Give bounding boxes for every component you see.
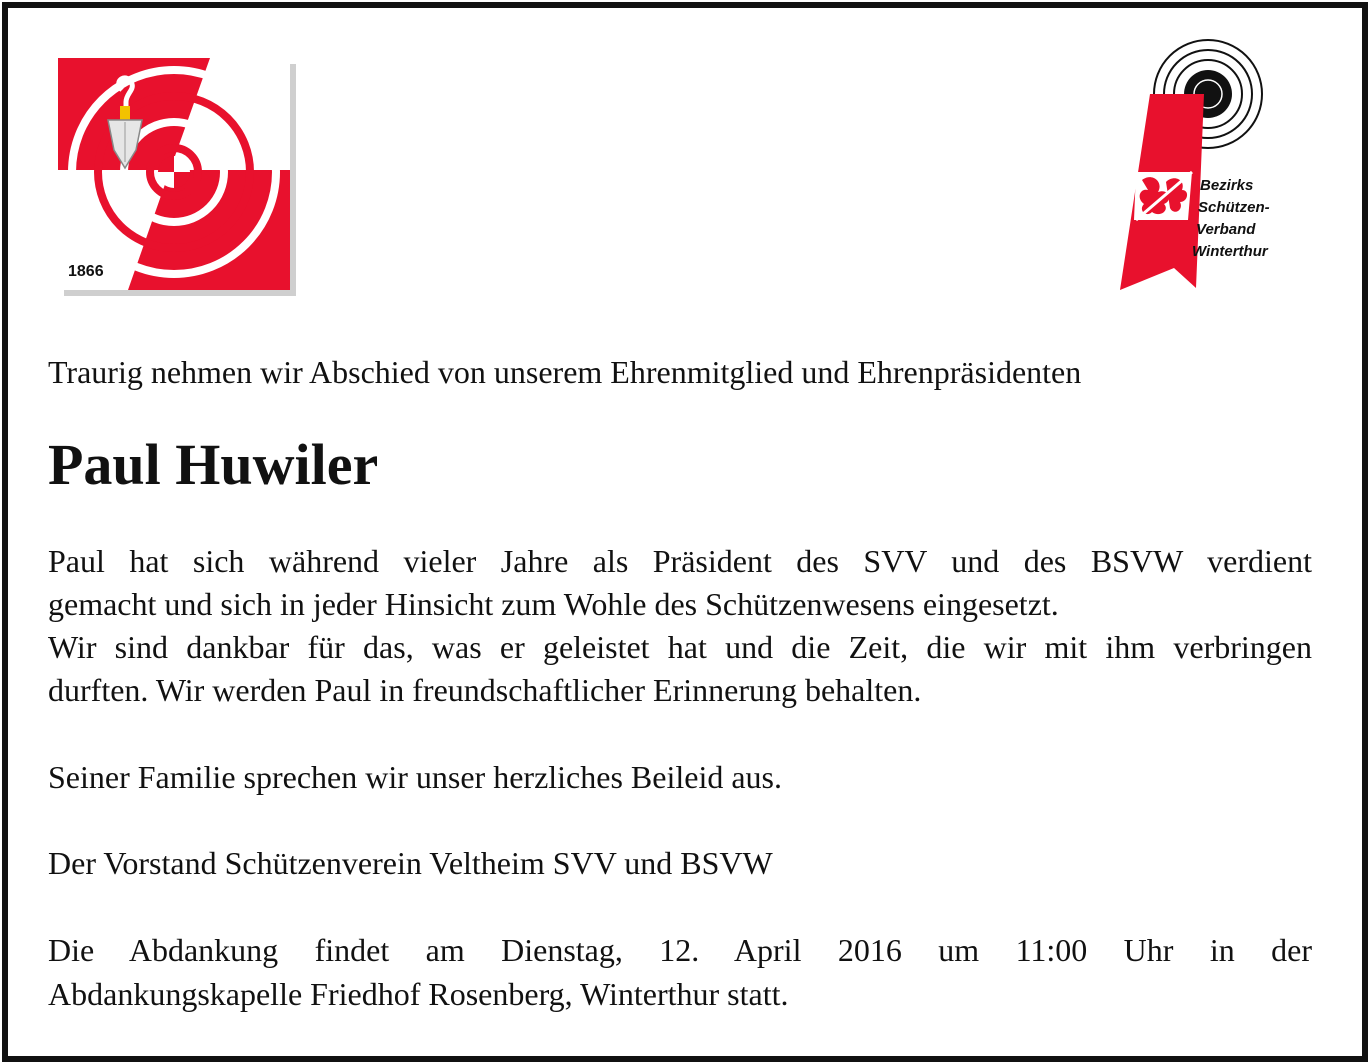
svv-logo xyxy=(50,50,302,300)
intro-line: Traurig nehmen wir Abschied von unserem Ehrenmitglied und Ehrenpräsidenten xyxy=(48,354,1082,390)
founding-year: 1866 xyxy=(68,263,104,280)
bsvw-line-3: Verband xyxy=(1196,221,1256,238)
service-line-1: Die Abdankung findet am Dienstag, 12. April 2016 um 11:00 Uhr in der xyxy=(48,932,1312,968)
lion-crest-icon xyxy=(1134,172,1192,220)
tribute-line-4: durften. Wir werden Paul in freundschaftlicher Erinnerung behalten. xyxy=(48,672,922,708)
tribute-line-1: Paul hat sich während vieler Jahre als Präsident des SVV und des BSVW verdient xyxy=(48,543,1312,579)
bsvw-line-4: Winterthur xyxy=(1192,243,1268,260)
tribute-line-2: gemacht und sich in jeder Hinsicht zum Wohle des Schützenwesens eingesetzt. xyxy=(48,586,1059,622)
bsvw-logo xyxy=(1112,32,1302,297)
deceased-name: Paul Huwiler xyxy=(48,432,379,497)
service-line-2: Abdankungskapelle Friedhof Rosenberg, Winterthur statt. xyxy=(48,976,789,1012)
signature-line: Der Vorstand Schützenverein Veltheim SVV und BSVW xyxy=(48,845,773,881)
condolence-line: Seiner Familie sprechen wir unser herzliches Beileid aus. xyxy=(48,759,782,795)
service-paragraph xyxy=(48,928,1312,1016)
tribute-line-3: Wir sind dankbar für das, was er geleistet hat und die Zeit, die wir mit ihm verbringen xyxy=(48,629,1312,665)
tribute-paragraph xyxy=(48,540,1312,712)
bsvw-line-2: Schützen- xyxy=(1198,199,1270,216)
bsvw-line-1: Bezirks xyxy=(1200,177,1254,194)
